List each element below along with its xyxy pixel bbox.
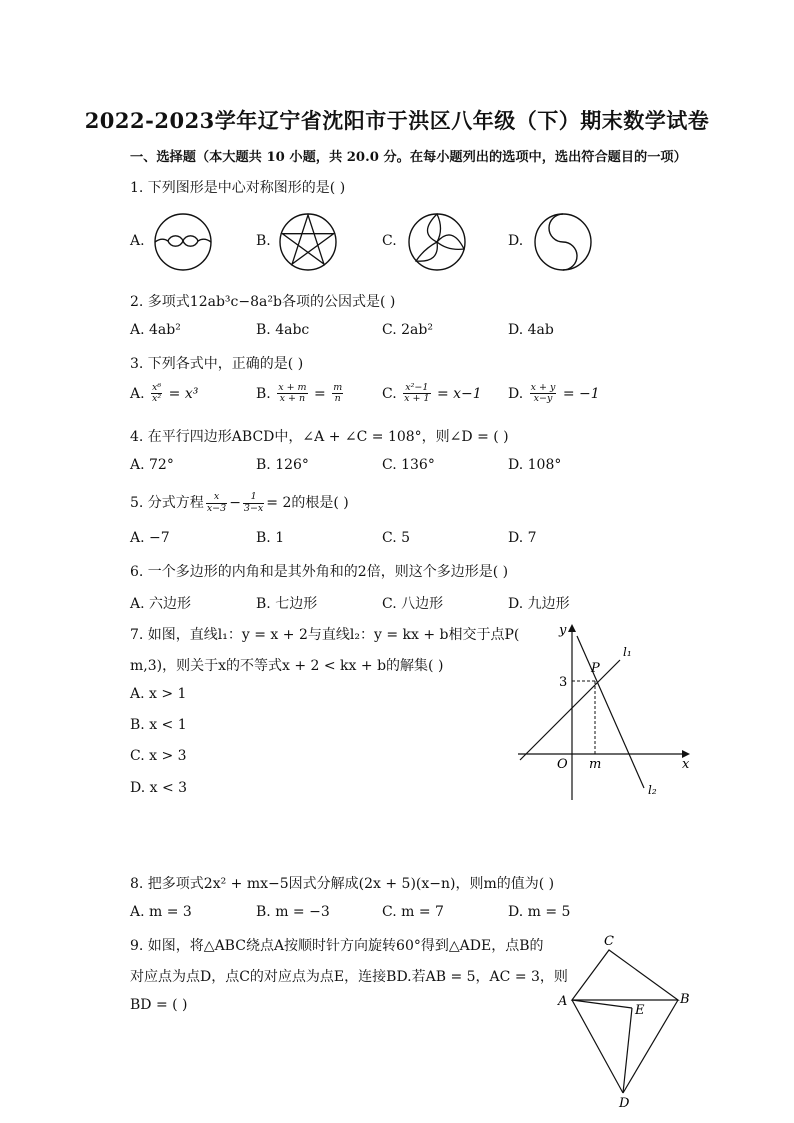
label-c: C [604, 934, 614, 949]
q8-option-b: B. m = −3 [256, 904, 330, 920]
q5-option-a: A. −7 [130, 530, 170, 546]
line-l1 [520, 660, 620, 760]
q2-option-b: B. 4abc [256, 322, 310, 338]
q8-option-c: C. m = 7 [382, 904, 444, 920]
q6-option-a: A. 六边形 [130, 596, 192, 612]
y-label: y [559, 623, 567, 638]
label-b: B [680, 992, 690, 1007]
x-label: x [682, 757, 690, 772]
question-9-line3: BD = ( ) [130, 997, 188, 1013]
q4-option-d: D. 108° [508, 457, 562, 473]
question-9-line2: 对应点为点D，点C的对应点为点E，连接BD.若AB = 5，AC = 3，则 [130, 969, 568, 985]
q2-option-a: A. 4ab² [130, 322, 181, 338]
question-8-stem: 8. 把多项式2x² + mx−5因式分解成(2x + 5)(x−n)，则m的值为( ) [130, 876, 555, 892]
q7-option-a: A. x > 1 [130, 686, 187, 702]
l2-label: l₂ [648, 783, 657, 797]
question-7-line2: m,3)，则关于x的不等式x + 2 < kx + b的解集( ) [130, 658, 444, 674]
q2-option-d: D. 4ab [508, 322, 554, 338]
q1-option-a-label: A. [130, 233, 145, 249]
page-title: 2022-2023学年辽宁省沈阳市于洪区八年级（下）期末数学试卷 [84, 108, 710, 133]
question-2-stem: 2. 多项式12ab³c−8a²b各项的公因式是( ) [130, 294, 396, 310]
q4-option-b: B. 126° [256, 457, 309, 473]
q1-option-b-figure [277, 211, 339, 273]
q5-option-d: D. 7 [508, 530, 537, 546]
q1-option-c-label: C. [382, 233, 397, 249]
q7-option-c: C. x > 3 [130, 748, 187, 764]
q4-option-c: C. 136° [382, 457, 435, 473]
q6-option-b: B. 七边形 [256, 596, 318, 612]
q6-option-d: D. 九边形 [508, 596, 570, 612]
q5-option-b: B. 1 [256, 530, 285, 546]
y-axis-arrow [568, 624, 576, 632]
section-heading: 一、选择题（本大题共 10 小题，共 20.0 分。在每小题列出的选项中，选出符合题目的一项） [130, 150, 687, 165]
q1-option-d-label: D. [508, 233, 524, 249]
q4-option-a: A. 72° [130, 457, 174, 473]
q6-option-c: C. 八边形 [382, 596, 444, 612]
q7-option-d: D. x < 3 [130, 780, 188, 796]
q9-figure [552, 930, 702, 1110]
q8-option-a: A. m = 3 [130, 904, 192, 920]
three-label: 3 [559, 675, 568, 690]
label-a: A [558, 994, 568, 1009]
q5-option-c: C. 5 [382, 530, 411, 546]
q2-option-c: C. 2ab² [382, 322, 433, 338]
q3-option-d: D. $\frac{x + y}{x-y}$ = −1 [508, 382, 600, 405]
q3-option-a: A. $\frac{\text{x⁶}}{\text{x²}}$ = x³ [130, 382, 199, 405]
origin-label: O [557, 757, 568, 772]
label-d: D [619, 1096, 630, 1110]
q1-option-c-figure [406, 211, 468, 273]
line-l2 [577, 636, 644, 788]
q1-option-b-label: B. [256, 233, 271, 249]
segment-ae [572, 1000, 632, 1008]
question-3-stem: 3. 下列各式中，正确的是( ) [130, 356, 304, 372]
q3-option-b: B. $\frac{x + m}{x + n}$ = $\frac{m}{n}$ [256, 382, 343, 405]
question-5-stem: 5. 分式方程 $\frac{x}{x-3}$ − $\frac{1}{3-x}$ = 2的根是( ) [130, 491, 349, 514]
q3-option-c: C. $\frac{\text{x²−1}}{x + 1}$ = x−1 [382, 382, 482, 405]
segment-ad [572, 1000, 623, 1093]
q7-option-b: B. x < 1 [130, 717, 187, 733]
q7-graph [510, 618, 700, 808]
question-9-line1: 9. 如图，将△ABC绕点A按顺时针方向旋转60°得到△ADE，点B的 [130, 938, 544, 954]
q1-option-d-figure [532, 211, 594, 273]
point-p-label: P [591, 661, 600, 676]
question-1-stem: 1. 下列图形是中心对称图形的是( ) [130, 180, 346, 196]
question-4-stem: 4. 在平行四边形ABCD中，∠A + ∠C = 108°，则∠D = ( ) [130, 429, 509, 445]
m-label: m [589, 757, 602, 772]
question-7-line1: 7. 如图，直线l₁：y = x + 2与直线l₂：y = kx + b相交于点P( [130, 627, 520, 643]
question-6-stem: 6. 一个多边形的内角和是其外角和的2倍，则这个多边形是( ) [130, 564, 509, 580]
l1-label: l₁ [623, 645, 632, 659]
label-e: E [635, 1003, 645, 1018]
triangle-abc [572, 950, 678, 1000]
q8-option-d: D. m = 5 [508, 904, 571, 920]
q1-option-a-figure [152, 211, 214, 273]
